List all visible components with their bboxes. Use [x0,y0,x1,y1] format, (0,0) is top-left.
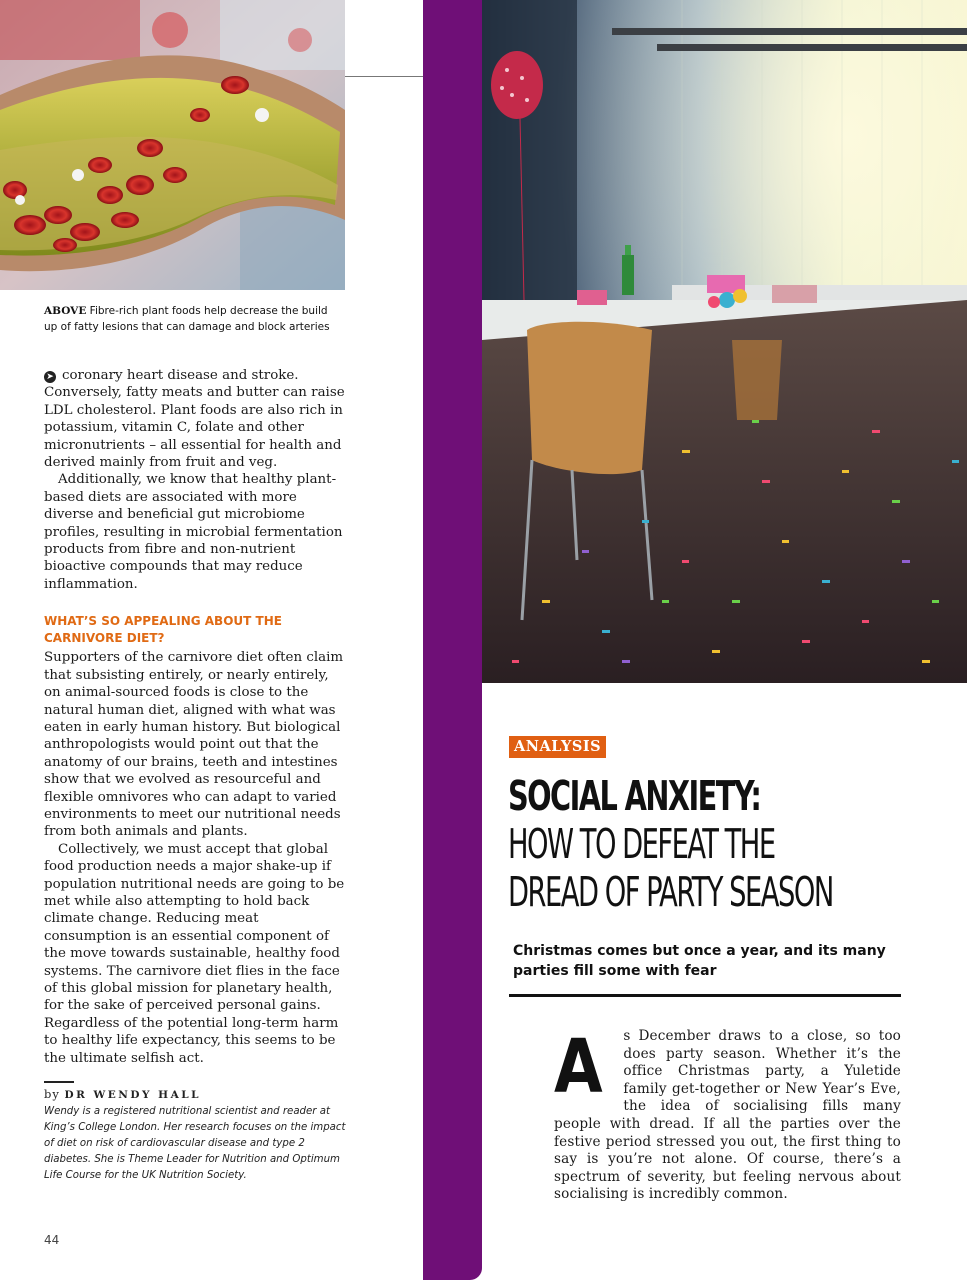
drop-cap: A [554,1024,603,1110]
paragraph-text: coronary heart disease and stroke. Conversely, fatty meats and butter can raise LDL cholesterol. Plant foods are also rich in potassium, vitamin C, folate and other micronutrients – all essential for health and derived mainly from fruit and veg. [44,368,345,471]
divider-rule [345,76,423,77]
section-tag: ANALYSIS [509,736,606,758]
image-caption [44,303,344,335]
feature-body-text: s December draws to a close, so too does party season. Whether it’s the office Christmas party, a Yuletide family get-together or New Year’s Eve, the idea of socialising fills many people with dread. If all the parties over the festive period stressed you out, the first thing to say is you’re not alone. Of course, there’s a spectrum of severity, but feeling nervous about socialising is incredibly common. [554,1028,901,1203]
author-bio: Wendy is a registered nutritional scientist and reader at King’s College London. Her research focuses on the impact of diet on risk of cardiovascular disease and type 2 diabetes. She is Theme Leader for Nutrition and Optimum Life Course for the UK Nutrition Society. [44,1106,346,1181]
feature-headline [508,772,948,916]
headline-line-1: SOCIAL ANXIETY: [508,772,761,820]
byline-rule [44,1081,74,1083]
author-name: DR WENDY HALL [64,1089,201,1101]
purple-spine-bar [423,0,482,1280]
paragraph: Supporters of the carnivore diet often claim that subsisting entirely, or nearly entirely, on animal-sourced foods is close to the natural human diet, aligned with what was eaten in early human history. But biological anthropologists would point out that the anatomy of our brains, teeth and intestines show that we evolved as resourceful and flexible omnivores who can adapt to varied environments to meet our nutritional needs from both animals and plants. [44,650,344,840]
continued-arrow-icon: ➤ [44,371,56,383]
caption-lead: ABOVE [44,305,87,317]
feature-body [554,1024,901,1204]
headline-line-2: HOW TO DEFEAT THE [508,820,775,868]
byline-prefix: by [44,1087,60,1101]
paragraph: Additionally, we know that healthy plant-based diets are associated with more diverse and beneficial gut microbiome profiles, resulting in microbial fermentation products from fibre and non-nutrient bioactive compounds that may reduce inflammation. [44,472,343,592]
party-room-photo [482,0,967,683]
page-number: 44 [44,1233,60,1247]
left-article-column [44,367,349,1067]
headline-line-3: DREAD OF PARTY SEASON [508,868,833,916]
paragraph [44,367,349,471]
artery-illustration [0,0,345,290]
standfirst: Christmas comes but once a year, and its many parties fill some with fear [513,943,886,979]
section-subhead: WHAT’S SO APPEALING ABOUT THE CARNIVORE DIET? [44,614,282,646]
standfirst-rule [509,994,901,997]
byline [44,1087,201,1101]
paragraph: Collectively, we must accept that global food production needs a major shake-up if population nutritional needs are going to be met while also attempting to hold back climate change. Reducing meat consumption is an essential component of the move towards sustainable, healthy food systems. The carnivore diet flies in the face of this global mission for planetary health, for the sake of perceived personal gains. Regardless of the potential long-term harm to healthy life expectancy, this seems to be the ultimate selfish act. [44,841,345,1066]
caption-text: Fibre-rich plant foods help decrease the build up of fatty lesions that can damage and block arteries [44,305,330,333]
